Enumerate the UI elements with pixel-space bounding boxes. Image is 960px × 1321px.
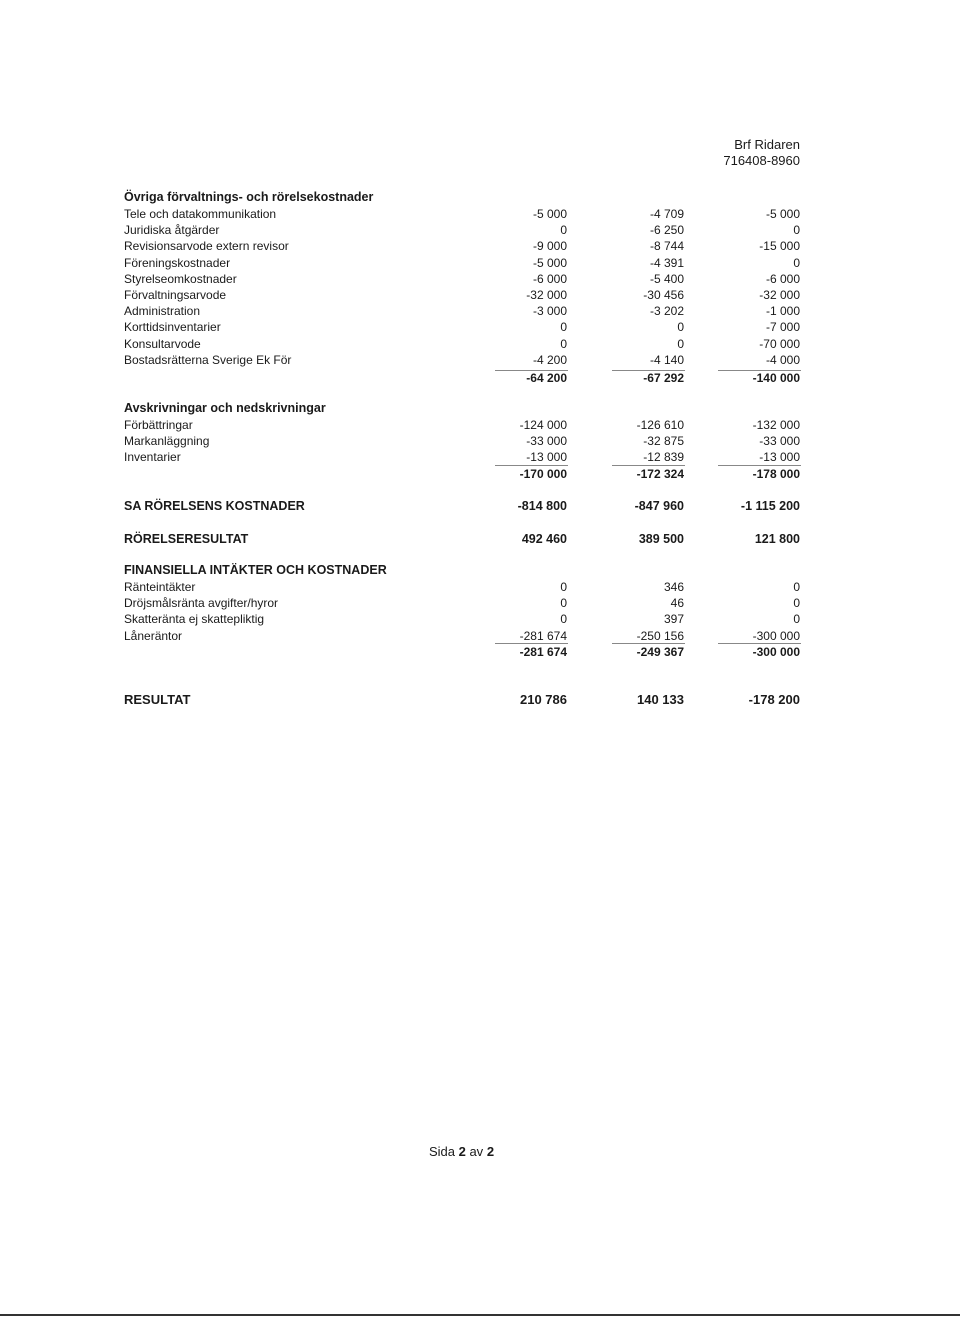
row-value-outcome: 346 (663, 580, 684, 594)
row-value-outcome: 0 (677, 320, 684, 335)
row-value-budget: -4 200 (532, 352, 567, 367)
table-row (0, 417, 960, 433)
row-value-budget: -6 000 (532, 271, 567, 286)
row-value-budget: -32 000 (526, 288, 567, 302)
row-value-budget: -124 000 (519, 418, 567, 432)
row-label: Bostadsrätterna Sverige Ek För (124, 352, 292, 367)
row-value-next: -132 000 (752, 418, 800, 432)
page-footer (0, 1144, 923, 1159)
avskrivningar-total-outcome: -172 324 (636, 467, 684, 481)
sa-rorelsens-outcome: -847 960 (634, 499, 684, 513)
row-value-next: 0 (793, 596, 800, 611)
row-value-outcome: -5 400 (649, 271, 684, 286)
row-value-budget: -5 000 (532, 255, 567, 270)
table-row (0, 206, 960, 222)
row-label: Konsultarvode (124, 336, 201, 351)
footer-page-total: 2 (486, 1144, 495, 1159)
table-row (0, 238, 960, 254)
footer-page-number: 2 (458, 1144, 466, 1159)
table-row (0, 336, 960, 352)
row-value-next: -13 000 (759, 450, 800, 465)
row-value-budget: 0 (560, 223, 567, 238)
table-row (0, 222, 960, 238)
row-value-outcome: -32 875 (643, 434, 684, 449)
row-value-budget: 0 (560, 612, 567, 627)
table-row (0, 595, 960, 611)
row-value-next: 0 (793, 255, 800, 270)
row-value-budget: -281 674 (519, 628, 567, 643)
row-value-budget: -3 000 (532, 304, 567, 319)
organization-name: Brf Ridaren (734, 137, 800, 152)
row-label: Styrelseomkostnader (124, 271, 237, 286)
resultat-budget: 210 786 (520, 692, 567, 707)
row-value-outcome: -4 391 (649, 255, 684, 270)
finansiella-total-budget: -281 674 (519, 645, 567, 659)
table-row (0, 271, 960, 287)
row-value-outcome: 46 (670, 596, 684, 611)
document-header (723, 137, 800, 169)
row-value-budget: -13 000 (526, 450, 567, 465)
table-row (0, 611, 960, 627)
row-value-next: -70 000 (759, 336, 800, 351)
organization-number: 716408-8960 (723, 153, 800, 168)
table-row (0, 449, 960, 465)
row-value-outcome: -126 610 (636, 418, 684, 432)
row-value-budget: 0 (560, 320, 567, 335)
section-title-finansiella: FINANSIELLA INTÄKTER OCH KOSTNADER (124, 563, 387, 577)
row-value-next: 0 (793, 612, 800, 627)
row-value-outcome: 397 (663, 612, 684, 627)
row-value-budget: 0 (560, 336, 567, 351)
row-label: Föreningskostnader (124, 255, 231, 270)
resultat-next: -178 200 (748, 692, 800, 707)
section-title-avskrivningar: Avskrivningar och nedskrivningar (124, 401, 326, 415)
sa-rorelsens-kostnader-row (0, 498, 960, 514)
ovriga-total-outcome: -67 292 (643, 371, 684, 385)
rorelseresultat-next: 121 800 (754, 532, 800, 546)
finansiella-total-row (0, 644, 960, 660)
footer-prefix: Sida (428, 1144, 455, 1159)
scan-edge-line (0, 1314, 960, 1316)
row-label: Korttidsinventarier (124, 320, 221, 335)
row-value-budget: 0 (560, 596, 567, 611)
table-row (0, 579, 960, 595)
row-value-outcome: -12 839 (643, 450, 684, 465)
row-value-next: -5 000 (765, 207, 800, 221)
row-value-outcome: -6 250 (649, 223, 684, 238)
row-value-outcome: -250 156 (636, 628, 684, 643)
table-row (0, 255, 960, 271)
row-value-budget: -33 000 (526, 434, 567, 449)
table-row (0, 352, 960, 368)
rorelseresultat-outcome: 389 500 (638, 532, 684, 546)
row-value-outcome: -4 140 (649, 352, 684, 367)
row-label: Skatteränta ej skattepliktig (124, 612, 265, 627)
row-label: Administration (124, 304, 201, 319)
row-value-next: -6 000 (765, 271, 800, 286)
resultat-label: RESULTAT (124, 692, 191, 707)
row-value-outcome: -8 744 (649, 239, 684, 254)
table-row (0, 433, 960, 449)
section-title-ovriga: Övriga förvaltnings- och rörelsekostnader (124, 190, 374, 204)
row-value-outcome: -4 709 (649, 207, 684, 221)
rorelseresultat-budget: 492 460 (521, 532, 567, 546)
row-label: Inventarier (124, 450, 181, 465)
footer-mid: av (469, 1144, 484, 1159)
resultat-row (0, 692, 960, 708)
finansiella-total-outcome: -249 367 (636, 645, 684, 659)
row-label: Förvaltningsarvode (124, 288, 227, 302)
row-value-next: -300 000 (752, 628, 800, 643)
ovriga-total-budget: -64 200 (526, 371, 567, 385)
resultat-outcome: 140 133 (637, 692, 684, 707)
avskrivningar-total-next: -178 000 (752, 467, 800, 481)
row-label: Låneräntor (124, 628, 183, 643)
row-value-outcome: -3 202 (649, 304, 684, 319)
row-value-budget: -5 000 (532, 207, 567, 221)
row-value-outcome: -30 456 (643, 288, 684, 302)
row-value-next: 0 (793, 223, 800, 238)
ovriga-total-row (0, 370, 960, 386)
row-value-next: -15 000 (759, 239, 800, 254)
row-value-next: 0 (793, 580, 800, 594)
row-label: Revisionsarvode extern revisor (124, 239, 289, 254)
row-label: Förbättringar (124, 418, 193, 432)
ovriga-total-next: -140 000 (752, 371, 800, 385)
rorelseresultat-label: RÖRELSERESULTAT (124, 532, 249, 546)
row-label: Juridiska åtgärder (124, 223, 220, 238)
avskrivningar-total-row (0, 466, 960, 482)
table-row (0, 303, 960, 319)
table-row (0, 287, 960, 303)
row-label: Dröjsmålsränta avgifter/hyror (124, 596, 279, 611)
row-value-budget: -9 000 (532, 239, 567, 254)
sa-rorelsens-next: -1 115 200 (740, 499, 800, 513)
sa-rorelsens-budget: -814 800 (517, 499, 567, 513)
row-label: Ränteintäkter (124, 580, 196, 594)
sa-rorelsens-label: SA RÖRELSENS KOSTNADER (124, 499, 305, 513)
row-label: Tele och datakommunikation (124, 207, 277, 221)
row-value-next: -32 000 (759, 288, 800, 302)
table-row (0, 628, 960, 644)
row-value-outcome: 0 (677, 336, 684, 351)
row-value-next: -7 000 (765, 320, 800, 335)
rorelseresultat-row (0, 531, 960, 547)
row-value-next: -4 000 (765, 352, 800, 367)
row-value-budget: 0 (560, 580, 567, 594)
row-value-next: -33 000 (759, 434, 800, 449)
avskrivningar-total-budget: -170 000 (519, 467, 567, 481)
row-label: Markanläggning (124, 434, 210, 449)
row-value-next: -1 000 (765, 304, 800, 319)
finansiella-total-next: -300 000 (752, 645, 800, 659)
table-row (0, 319, 960, 335)
